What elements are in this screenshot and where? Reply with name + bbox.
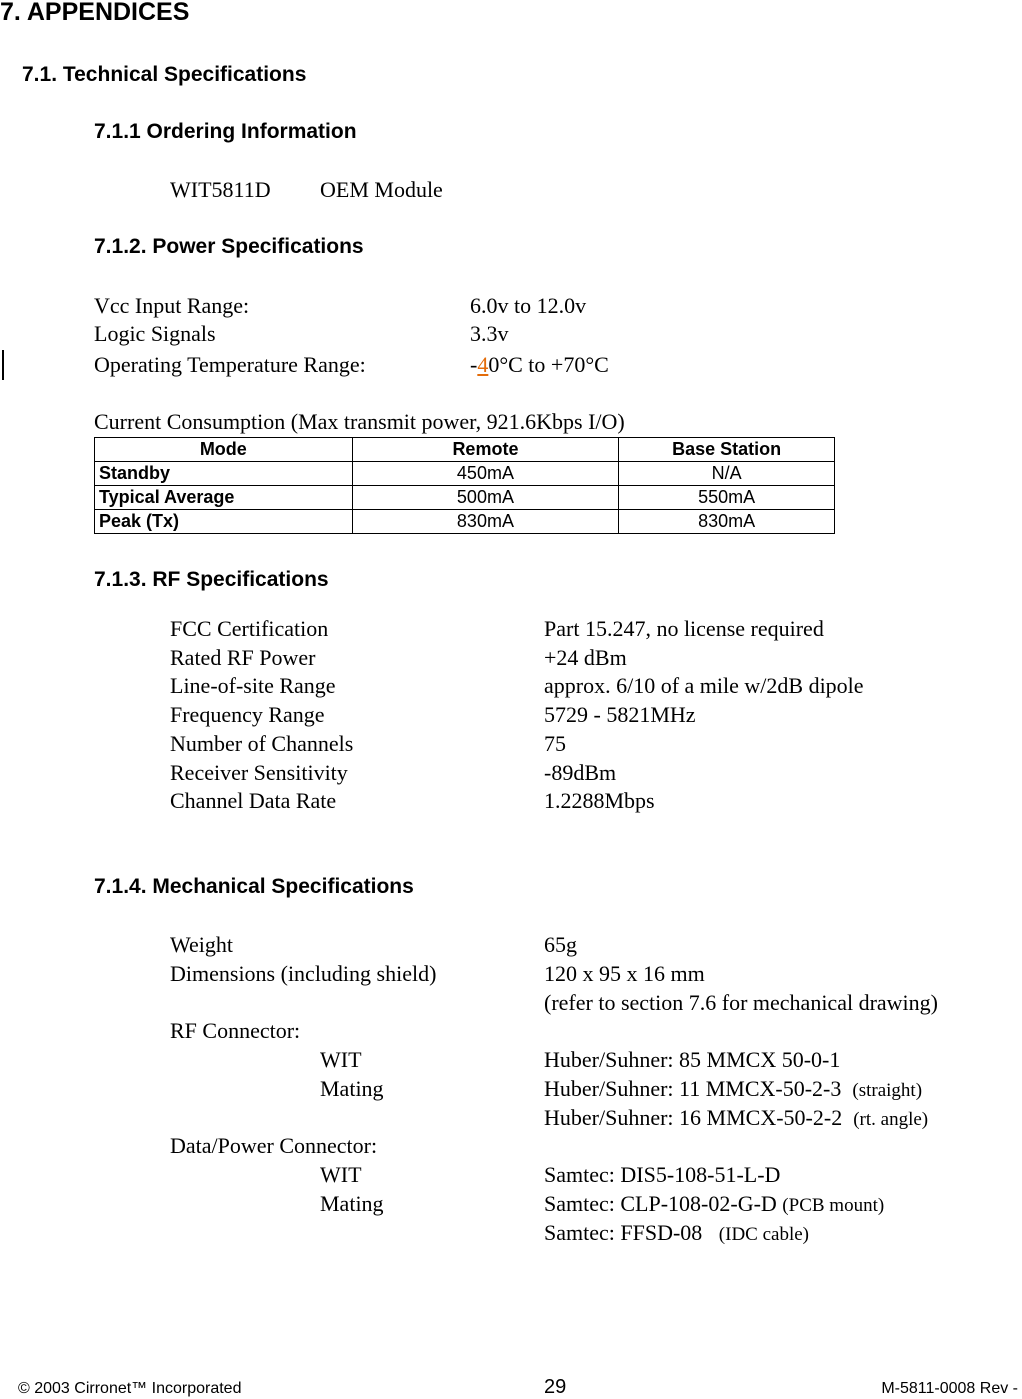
current-consumption-table	[94, 437, 835, 534]
vcc-value: 6.0v to 12.0v	[470, 293, 587, 318]
table-header-row	[95, 438, 835, 462]
rf-value: approx. 6/10 of a mile w/2dB dipole	[544, 673, 864, 698]
rf-connector-mating-value	[544, 1076, 922, 1102]
table-row	[95, 462, 835, 486]
mode-cell: Typical Average	[95, 486, 353, 510]
ordering-description: OEM Module	[320, 177, 443, 202]
section-heading-rf: 7.1.3. RF Specifications	[94, 568, 329, 591]
page-number: 29	[544, 1376, 567, 1398]
weight-value: 65g	[544, 932, 577, 957]
rf-value: +24 dBm	[544, 645, 627, 670]
footer-copyright: © 2003 Cirronet™ Incorporated	[18, 1380, 242, 1397]
rf-label: FCC Certification	[170, 616, 329, 641]
section-heading-appendices: 7. APPENDICES	[0, 0, 190, 26]
remote-cell: 830mA	[352, 510, 619, 534]
ordering-part-number: WIT5811D	[170, 177, 271, 202]
temp-revised-digit: 4	[477, 352, 489, 377]
section-heading-power: 7.1.2. Power Specifications	[94, 235, 364, 258]
rf-mating-note-alt: (rt. angle)	[853, 1109, 929, 1130]
rf-label: Line-of-site Range	[170, 673, 336, 698]
rf-label: Channel Data Rate	[170, 788, 337, 813]
footer-document-number: M-5811-0008 Rev -	[881, 1380, 1018, 1397]
mode-cell: Peak (Tx)	[95, 510, 353, 534]
section-heading-mechanical: 7.1.4. Mechanical Specifications	[94, 875, 414, 898]
data-power-connector-label: Data/Power Connector:	[170, 1133, 378, 1158]
section-heading-ordering: 7.1.1 Ordering Information	[94, 120, 357, 143]
rf-label: Receiver Sensitivity	[170, 760, 348, 785]
weight-label: Weight	[170, 932, 233, 957]
dimensions-label: Dimensions (including shield)	[170, 961, 437, 986]
data-connector-wit-label: WIT	[320, 1162, 362, 1187]
dimensions-value: 120 x 95 x 16 mm	[544, 961, 705, 986]
remote-cell: 450mA	[352, 462, 619, 486]
current-consumption-caption: Current Consumption (Max transmit power, 921.6Kbps I/O)	[94, 409, 625, 434]
rf-mating-part-alt: Huber/Suhner: 16 MMCX-50-2-2	[544, 1105, 843, 1130]
rf-mating-part: Huber/Suhner: 11 MMCX-50-2-3	[544, 1076, 842, 1101]
logic-value: 3.3v	[470, 321, 509, 346]
base-cell: N/A	[619, 462, 835, 486]
dimensions-note: (refer to section 7.6 for mechanical drawing)	[544, 990, 938, 1015]
rf-label: Rated RF Power	[170, 645, 316, 670]
base-cell: 550mA	[619, 486, 835, 510]
mode-cell: Standby	[95, 462, 353, 486]
section-heading-technical-specs: 7.1. Technical Specifications	[22, 63, 307, 86]
logic-label: Logic Signals	[94, 321, 216, 346]
rf-connector-wit-label: WIT	[320, 1047, 362, 1072]
rf-mating-note: (straight)	[852, 1080, 923, 1101]
rf-value: 5729 - 5821MHz	[544, 702, 696, 727]
data-mating-part-alt: Samtec: FFSD-08	[544, 1220, 703, 1245]
col-header-mode: Mode	[95, 438, 353, 462]
rf-value: 1.2288Mbps	[544, 788, 655, 813]
base-cell: 830mA	[619, 510, 835, 534]
data-connector-mating-value-alt	[544, 1220, 809, 1246]
vcc-label: Vcc Input Range:	[94, 293, 250, 318]
data-connector-mating-value	[544, 1191, 884, 1217]
rf-connector-wit-value: Huber/Suhner: 85 MMCX 50-0-1	[544, 1047, 841, 1072]
data-mating-note: (PCB mount)	[782, 1195, 885, 1216]
data-connector-mating-label: Mating	[320, 1191, 384, 1216]
temp-label: Operating Temperature Range:	[94, 352, 366, 377]
table-row	[95, 486, 835, 510]
temp-rest: 0°C to +70°C	[488, 352, 609, 377]
rf-value: -89dBm	[544, 760, 617, 785]
table-row	[95, 510, 835, 534]
col-header-base-station: Base Station	[619, 438, 835, 462]
remote-cell: 500mA	[352, 486, 619, 510]
rf-label: Number of Channels	[170, 731, 354, 756]
data-mating-note-alt: (IDC cable)	[718, 1224, 810, 1245]
temp-value	[470, 352, 609, 378]
rf-connector-mating-value-alt	[544, 1105, 928, 1131]
col-header-remote: Remote	[352, 438, 619, 462]
data-connector-wit-value: Samtec: DIS5-108-51-L-D	[544, 1162, 781, 1187]
rf-connector-mating-label: Mating	[320, 1076, 384, 1101]
rf-value: 75	[544, 731, 566, 756]
revision-change-bar	[2, 350, 4, 380]
rf-connector-label: RF Connector:	[170, 1018, 301, 1043]
temp-prefix: -	[470, 352, 478, 377]
rf-label: Frequency Range	[170, 702, 325, 727]
rf-value: Part 15.247, no license required	[544, 616, 824, 641]
data-mating-part: Samtec: CLP-108-02-G-D	[544, 1191, 777, 1216]
